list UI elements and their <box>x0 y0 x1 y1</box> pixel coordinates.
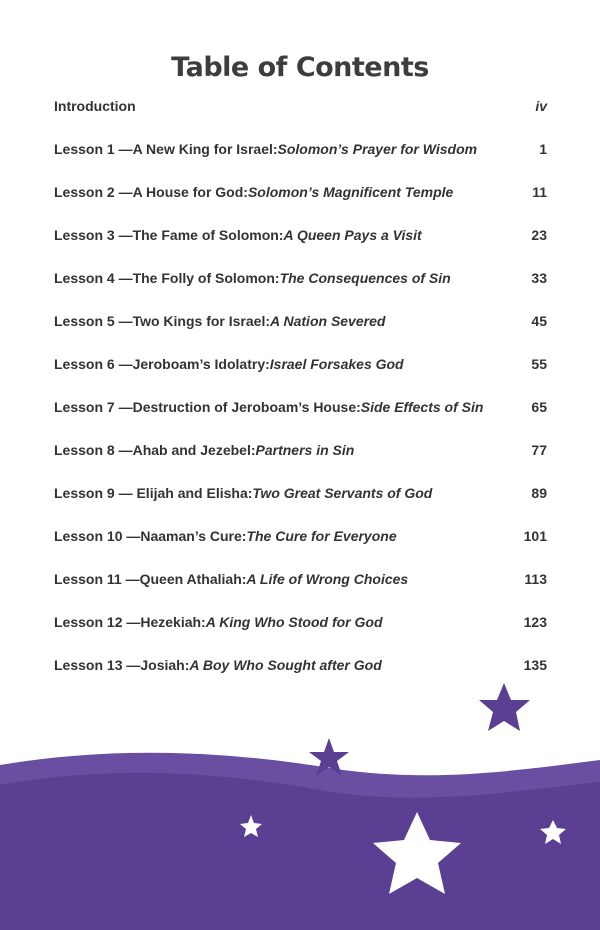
toc-entry-lesson-1[interactable] <box>54 135 547 178</box>
page-title: Table of Contents <box>171 52 429 83</box>
toc-entry-lesson-11[interactable] <box>54 565 547 608</box>
page-number: 45 <box>531 313 547 329</box>
toc-entry-lesson-13[interactable] <box>54 651 547 694</box>
entry-title: Lesson 11 —Queen Athaliah: <box>54 571 247 587</box>
toc-entry-introduction[interactable] <box>54 92 547 135</box>
entry-subtitle: A Life of Wrong Choices <box>246 571 409 587</box>
page-number: 89 <box>531 485 547 501</box>
page-number: 65 <box>531 399 547 415</box>
entry-subtitle: Two Great Servants of God <box>252 485 433 501</box>
entry-title: Lesson 9 — Elijah and Elisha: <box>54 485 253 501</box>
entry-title: Lesson 8 —Ahab and Jezebel: <box>54 442 256 458</box>
page-number: 1 <box>539 141 547 157</box>
entry-title: Introduction <box>54 98 136 114</box>
entry-subtitle: The Cure for Everyone <box>246 528 397 544</box>
toc-entry-lesson-12[interactable] <box>54 608 547 651</box>
entry-subtitle: The Consequences of Sin <box>279 270 451 286</box>
entry-subtitle: A Nation Severed <box>270 313 386 329</box>
page-number: 55 <box>531 356 547 372</box>
entry-subtitle: A King Who Stood for God <box>205 614 383 630</box>
toc-entry-lesson-6[interactable] <box>54 350 547 393</box>
entry-title: Lesson 12 —Hezekiah: <box>54 614 206 630</box>
toc-entry-lesson-5[interactable] <box>54 307 547 350</box>
toc-entry-lesson-9[interactable] <box>54 479 547 522</box>
entry-title: Lesson 1 —A New King for Israel: <box>54 141 278 157</box>
page-number: 123 <box>523 614 547 630</box>
toc-entry-lesson-8[interactable] <box>54 436 547 479</box>
entry-title: Lesson 3 —The Fame of Solomon: <box>54 227 284 243</box>
page-number: 77 <box>531 442 547 458</box>
entry-title: Lesson 10 —Naaman’s Cure: <box>54 528 247 544</box>
entry-subtitle: Partners in Sin <box>255 442 355 458</box>
page-number: 113 <box>524 571 547 587</box>
entry-title: Lesson 5 —Two Kings for Israel: <box>54 313 271 329</box>
entry-subtitle: Solomon’s Magnificent Temple <box>247 184 454 200</box>
entry-subtitle: A Boy Who Sought after God <box>189 657 382 673</box>
table-of-contents <box>54 92 547 694</box>
entry-title: Lesson 13 —Josiah: <box>54 657 190 673</box>
toc-entry-lesson-7[interactable] <box>54 393 547 436</box>
toc-entry-lesson-2[interactable] <box>54 178 547 221</box>
entry-title: Lesson 4 —The Folly of Solomon: <box>54 270 280 286</box>
entry-subtitle: A Queen Pays a Visit <box>283 227 422 243</box>
entry-title: Lesson 7 —Destruction of Jeroboam’s House: <box>54 399 361 415</box>
page-number: 135 <box>523 657 547 673</box>
entry-title: Lesson 2 —A House for God: <box>54 184 248 200</box>
page-number: 11 <box>532 184 547 200</box>
page-number: 101 <box>523 528 547 544</box>
page-number: 23 <box>531 227 547 243</box>
page-number: 33 <box>531 270 547 286</box>
toc-entry-lesson-3[interactable] <box>54 221 547 264</box>
wave-dark-band <box>0 773 600 930</box>
entry-subtitle: Side Effects of Sin <box>360 399 484 415</box>
entry-subtitle: Solomon’s Prayer for Wisdom <box>277 141 478 157</box>
page-number: iv <box>535 98 547 114</box>
entry-title: Lesson 6 —Jeroboam’s Idolatry: <box>54 356 270 372</box>
toc-entry-lesson-4[interactable] <box>54 264 547 307</box>
toc-entry-lesson-10[interactable] <box>54 522 547 565</box>
entry-subtitle: Israel Forsakes God <box>269 356 404 372</box>
